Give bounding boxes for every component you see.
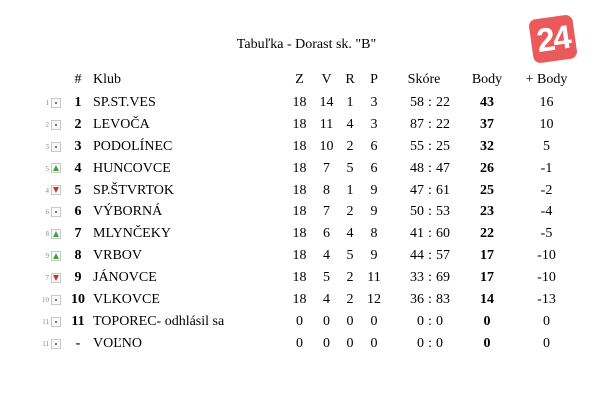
- prev-position: 8: [45, 230, 49, 239]
- points: 43: [480, 94, 494, 110]
- trend-indicator: [51, 289, 69, 311]
- played: 0: [296, 335, 303, 351]
- goals-against: 60: [436, 226, 450, 242]
- trend-indicator: [51, 223, 69, 245]
- prev-position: 11: [42, 317, 49, 326]
- goals-scored: 33: [410, 270, 424, 286]
- goals-scored: 50: [410, 204, 424, 220]
- points: 25: [480, 182, 494, 198]
- score-separator: :: [428, 160, 432, 176]
- goals-scored: 41: [410, 226, 424, 242]
- goals-scored: 87: [410, 116, 424, 132]
- trend-indicator: [51, 333, 69, 355]
- score-separator: :: [428, 248, 432, 264]
- goals-against: 0: [436, 335, 443, 351]
- rank: -: [75, 335, 81, 351]
- wins: 10: [319, 138, 334, 154]
- rank: 6: [74, 204, 82, 220]
- table-row: [35, 114, 579, 136]
- score-separator: :: [428, 335, 432, 351]
- draws: 5: [346, 160, 354, 176]
- arrow-down-icon: [51, 185, 61, 195]
- score-separator: :: [428, 204, 432, 220]
- losses-header: P: [370, 72, 378, 87]
- score-header: Skóre: [407, 72, 441, 87]
- losses: 12: [367, 291, 381, 307]
- score-separator: :: [428, 291, 432, 307]
- draws: 4: [346, 226, 354, 242]
- wins: 8: [323, 182, 330, 198]
- losses: 0: [370, 335, 378, 351]
- wins: 11: [319, 116, 334, 132]
- points: 23: [480, 204, 494, 220]
- goals-against: 47: [436, 160, 450, 176]
- trend-indicator: [51, 114, 69, 136]
- club-name: VOĽNO: [93, 335, 142, 351]
- score-separator: :: [428, 313, 432, 329]
- losses: 9: [370, 204, 378, 220]
- table-row: [35, 136, 579, 158]
- table-row: [35, 333, 579, 355]
- plus-points: 5: [543, 138, 550, 154]
- club-name: VLKOVCE: [93, 291, 160, 307]
- played: 18: [292, 248, 307, 264]
- trend-indicator: [51, 180, 69, 202]
- rank: 2: [74, 116, 82, 132]
- draws-header: R: [345, 72, 355, 87]
- rank: 7: [74, 226, 82, 242]
- draws: 1: [346, 182, 354, 198]
- wins: 14: [319, 94, 334, 110]
- table-row: [35, 158, 579, 180]
- plus-points: 0: [543, 335, 550, 351]
- prev-position: 3: [45, 142, 49, 151]
- draws: 1: [346, 94, 354, 110]
- plus-points: -13: [537, 291, 556, 307]
- arrow-up-icon: [51, 251, 61, 261]
- table-row: [35, 289, 579, 311]
- club-name: VÝBORNÁ: [93, 204, 163, 220]
- no-change-icon: [51, 339, 61, 349]
- draws: 2: [346, 270, 354, 286]
- no-change-icon: [51, 142, 61, 152]
- wins: 0: [323, 335, 330, 351]
- no-change-icon: [51, 120, 61, 130]
- points: 17: [480, 270, 494, 286]
- wins: 7: [323, 204, 330, 220]
- table-row: [35, 311, 579, 333]
- rank: 4: [74, 160, 82, 176]
- wins: 0: [323, 313, 330, 329]
- trend-indicator: [51, 311, 69, 333]
- plus-points: -1: [540, 160, 553, 176]
- no-change-icon: [51, 295, 61, 305]
- wins: 7: [323, 160, 330, 176]
- club-name: TOPOREC- odhlásil sa: [93, 313, 225, 329]
- arrow-down-icon: [51, 273, 61, 283]
- rank: 5: [74, 182, 82, 198]
- table-title: Tabuľka - Dorast sk. "B": [236, 37, 377, 52]
- goals-scored: 0: [417, 335, 424, 351]
- goals-scored: 48: [410, 160, 424, 176]
- club-name: VRBOV: [93, 248, 143, 264]
- points-header: Body: [471, 72, 503, 87]
- draws: 4: [346, 116, 354, 132]
- prev-position: 4: [45, 186, 49, 195]
- plus-points: -10: [537, 270, 556, 286]
- trend-indicator: [51, 267, 69, 289]
- standings-table: [35, 68, 579, 355]
- prev-position-header: [35, 68, 51, 92]
- losses: 9: [370, 182, 378, 198]
- goals-scored: 0: [417, 313, 424, 329]
- club-name: SP.ŠTVRTOK: [93, 182, 174, 198]
- trend-indicator: [51, 92, 69, 114]
- losses: 0: [370, 313, 378, 329]
- rank-header: #: [74, 72, 82, 87]
- trend-indicator: [51, 245, 69, 267]
- points: 14: [480, 291, 494, 307]
- arrow-up-icon: [51, 163, 61, 173]
- goals-scored: 44: [410, 248, 424, 264]
- goals-scored: 47: [410, 182, 424, 198]
- prev-position: 10: [42, 295, 49, 304]
- rank: 1: [74, 94, 82, 110]
- goals-scored: 55: [410, 138, 424, 154]
- wins-header: V: [321, 72, 332, 87]
- played: 18: [292, 116, 307, 132]
- score-separator: :: [428, 94, 432, 110]
- played: 18: [292, 226, 307, 242]
- arrow-up-icon: [51, 229, 61, 239]
- club-name: HUNCOVCE: [93, 160, 171, 176]
- played: 0: [296, 313, 303, 329]
- trend-header: [51, 68, 69, 92]
- club-header: Klub: [93, 72, 121, 87]
- losses: 3: [370, 94, 378, 110]
- plus-points: -10: [537, 248, 556, 264]
- wins: 4: [323, 248, 330, 264]
- prev-position: 5: [45, 164, 49, 173]
- goals-against: 57: [436, 248, 450, 264]
- goals-scored: 58: [410, 94, 424, 110]
- logo-text: 24: [534, 17, 572, 60]
- table-row: [35, 245, 579, 267]
- score-separator: :: [428, 138, 432, 154]
- trend-indicator: [51, 201, 69, 223]
- draws: 0: [346, 313, 354, 329]
- goals-against: 22: [436, 94, 450, 110]
- points: 0: [483, 313, 491, 329]
- losses: 3: [370, 116, 378, 132]
- plus-points: -5: [540, 226, 553, 242]
- draws: 2: [346, 138, 354, 154]
- played: 18: [292, 182, 307, 198]
- plus-points-header: + Body: [525, 72, 568, 87]
- club-name: SP.ST.VES: [93, 94, 156, 110]
- played: 18: [292, 138, 307, 154]
- losses: 11: [367, 270, 381, 286]
- points: 26: [480, 160, 494, 176]
- draws: 2: [346, 291, 354, 307]
- score-separator: :: [428, 226, 432, 242]
- points: 32: [480, 138, 494, 154]
- wins: 4: [323, 291, 330, 307]
- wins: 6: [323, 226, 330, 242]
- points: 37: [480, 116, 494, 132]
- goals-against: 0: [436, 313, 443, 329]
- draws: 0: [346, 335, 354, 351]
- plus-points: -4: [540, 204, 553, 220]
- played: 18: [292, 270, 307, 286]
- rank: 9: [74, 270, 82, 286]
- goals-against: 22: [436, 116, 450, 132]
- draws: 5: [346, 248, 354, 264]
- plus-points: -2: [540, 182, 553, 198]
- goals-against: 83: [436, 291, 450, 307]
- points: 17: [480, 248, 494, 264]
- trend-indicator: [51, 158, 69, 180]
- points: 0: [483, 335, 491, 351]
- wins: 5: [323, 270, 330, 286]
- prev-position: 6: [45, 208, 49, 217]
- losses: 8: [370, 226, 378, 242]
- goals-scored: 36: [410, 291, 424, 307]
- score-separator: :: [428, 182, 432, 198]
- prev-position: 11: [42, 339, 49, 348]
- no-change-icon: [51, 207, 61, 217]
- losses: 9: [370, 248, 378, 264]
- table-row: [35, 180, 579, 202]
- score-separator: :: [428, 270, 432, 286]
- rank: 3: [74, 138, 82, 154]
- played: 18: [292, 160, 307, 176]
- played: 18: [292, 204, 307, 220]
- no-change-icon: [51, 317, 61, 327]
- losses: 6: [370, 138, 378, 154]
- rank: 8: [74, 248, 82, 264]
- goals-against: 69: [436, 270, 450, 286]
- played: 18: [292, 291, 307, 307]
- club-name: PODOLÍNEC: [93, 138, 173, 154]
- prev-position: 9: [45, 252, 49, 261]
- table-row: [35, 223, 579, 245]
- goals-against: 61: [436, 182, 450, 198]
- table-row: [35, 201, 579, 223]
- trend-indicator: [51, 136, 69, 158]
- header-row: [35, 68, 579, 92]
- points: 22: [480, 226, 494, 242]
- played-header: Z: [295, 72, 304, 87]
- plus-points: 16: [539, 94, 554, 110]
- plus-points: 10: [539, 116, 554, 132]
- club-name: MLYNČEKY: [93, 226, 171, 242]
- prev-position: 1: [45, 98, 49, 107]
- club-name: LEVOČA: [93, 116, 150, 132]
- draws: 2: [346, 204, 354, 220]
- prev-position: 7: [45, 274, 49, 283]
- losses: 6: [370, 160, 378, 176]
- prev-position: 2: [45, 120, 49, 129]
- rank: 10: [71, 291, 85, 307]
- table-row: [35, 92, 579, 114]
- no-change-icon: [51, 98, 61, 108]
- played: 18: [292, 94, 307, 110]
- score-separator: :: [428, 116, 432, 132]
- plus-points: 0: [543, 313, 550, 329]
- rank: 11: [71, 313, 85, 329]
- club-name: JÁNOVCE: [93, 270, 157, 286]
- goals-against: 25: [436, 138, 450, 154]
- table-row: [35, 267, 579, 289]
- goals-against: 53: [436, 204, 450, 220]
